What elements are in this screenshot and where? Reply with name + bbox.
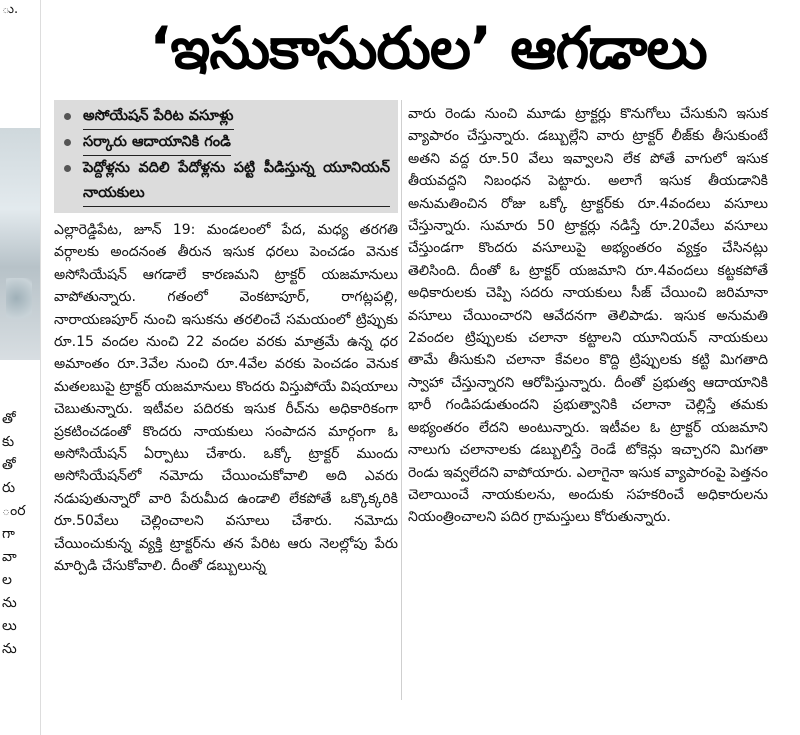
news-article bbox=[48, 0, 792, 735]
bullet-icon bbox=[64, 165, 71, 172]
fragment-line: ంర bbox=[2, 503, 26, 519]
subhead-text: అసోయేషన్ పేరిట వసూళ్లు bbox=[83, 104, 234, 130]
article-body-right: వారు రెండు నుంచి మూడు ట్రాక్టర్లు కొనుగోలు చేసుకుని ఇసుక వ్యాపారం చేస్తున్నారు. డబ్బుల్లేని వారు ట్రాక్టర్ లీజ్‌కు తీసుకుంటే అతని వద్ద రూ.50 వేలు ఇవ్వాలని లేక పోతే వాగులో ఇసుక తీయవద్దని నిబంధన పెట్టారు. అలాగే ఇసుక తీయడానికి అనుమతించిన రోజు ఒక్కో ట్రాక్టర్‌కు రూ.4వందలు వసూలు చేస్తున్నారు. సుమారు 50 ట్రాక్టర్లు నడిస్తే రూ.20వేలు వసూలు చేస్తుండగా కొందరు వసూలుపై అభ్యంతరం వ్యక్తం చేసినట్లు తెలిసింది. దీంతో ఓ ట్రాక్టర్ యజమాని రూ.4వందలు కట్టకపోతే అధికారులకు చెప్పి సదరు నాయకులు సీజ్ చేయించి జరిమానా వసూలు చేయించారని ఆవేదనగా తెలిపాడు. ఇసుక అనుమతి 2వందల ట్రిప్పులకు చలానా కట్టాలని యూనియన్ నాయకులు తామే తీసుకుని చలానా కేవలం కొద్ది ట్రిప్పులకు కట్టి మిగతాది స్వాహా చేస్తున్నారని ఆరోపిస్తున్నారు. దీంతో ప్రభుత్వ ఆదాయానికి భారీ గండిపడుతుందని ప్రభుత్వానికి చలానా చెల్లిస్తే తమకు అభ్యంతరం లేదని అంటున్నారు. ఇటీవల ఓ ట్రాక్టర్ యజమాని నాలుగు చలానాలకు డబ్బులిస్తే రెండే టోకెన్లు ఇచ్చారని మిగతా రెండు ఇవ్వలేదని వాపోయారు. ఎలాగైనా ఇసుక వ్యాపారంపై పెత్తనం చెలాయించే నాయకులను, అందుకు సహకరించే అధికారులను నియంత్రించాలని పదిర గ్రామస్తులు కోరుతున్నారు. bbox=[408, 106, 768, 526]
adjacent-column-strip bbox=[0, 0, 41, 735]
fragment-line: తో bbox=[2, 457, 16, 473]
subhead-item bbox=[58, 104, 390, 130]
subhead-item bbox=[58, 130, 390, 156]
fragment-line: ను bbox=[2, 641, 17, 657]
subhead-text: పెద్దోళ్లను వదిలి పేదోళ్లను పట్టి పీడిస్తున్న యూనియన్ నాయకులు bbox=[83, 156, 390, 207]
adjacent-text-fragments bbox=[2, 408, 26, 661]
fragment-line: రు bbox=[2, 480, 16, 496]
fragment-line: తో bbox=[2, 411, 16, 427]
subhead-text: సర్కారు ఆదాయానికి గండి bbox=[83, 130, 231, 156]
fragment-line: వా bbox=[2, 549, 17, 565]
article-headline: ‘ఇసుకాసురుల’ ఆగడాలు bbox=[149, 14, 707, 82]
subheads-box bbox=[54, 100, 398, 213]
fragment-line: ల bbox=[2, 572, 12, 588]
bullet-icon bbox=[64, 113, 71, 120]
column-divider bbox=[401, 100, 402, 700]
article-column-right bbox=[408, 103, 768, 529]
adjacent-text-fragment: ు. bbox=[2, 2, 19, 17]
article-body-left: ఎల్లారెడ్డిపేట, జూన్ 19: మండలంలో పేద, మధ్య తరగతి వర్గాలకు అందనంత తీరున ఇసుక ధరలు పెంచడం వెనుక అసోసియేషన్ ఆగడాలే కారణమని ట్రాక్టర్ యజమానులు వాపోతున్నారు. గతంలో వెంకటాపూర్, రాగట్లపల్లి, నారాయణపూర్ నుంచి ఇసుకను తరలించే సమయంలో ట్రిప్పుకు రూ.15 వందల నుంచి 22 వందల వరకు మాత్రమే ఉన్న ధర అమాంతం రూ.3వేల నుంచి రూ.4వేల వరకు పెంచడం వెనుక మతలబుపై ట్రాక్టర్ యజమానులు కొందరు విస్తుపోయే విషయాలు చెబుతున్నారు. ఇటీవల పదిరకు ఇసుక రీచ్‌ను అధికారికంగా ప్రకటించడంతో కొందరు నాయకులు సంపాదన మార్గంగా ఓ అసోసియేషన్ ఏర్పాటు చేశారు. ఒక్కో ట్రాక్టర్ ముందు అసోసియేషన్‌లో నమోదు చేయించుకోవాలి అది ఎవరు నడుపుతున్నారో వారి పేరుమీద ఉండాలి లేకపోతే ఒక్కొక్కరికి రూ.50వేలు చెల్లించాలని వసూలు చేశారు. నమోదు చేయించుకున్న వ్యక్తి ట్రాక్టర్‌ను తన పేరిట ఆరు నెలల్లోపు పేరు మార్పిడి చేసుకోవాలి. దీంతో డబ్బులున్న bbox=[54, 222, 398, 575]
bullet-icon bbox=[64, 139, 71, 146]
fragment-line: ను bbox=[2, 595, 17, 611]
adjacent-photo bbox=[0, 128, 40, 360]
fragment-line: కు bbox=[2, 434, 15, 450]
fragment-line: లు bbox=[2, 618, 17, 634]
fragment-line: గా bbox=[2, 526, 15, 542]
subhead-item bbox=[58, 156, 390, 207]
article-column-left bbox=[54, 100, 398, 578]
